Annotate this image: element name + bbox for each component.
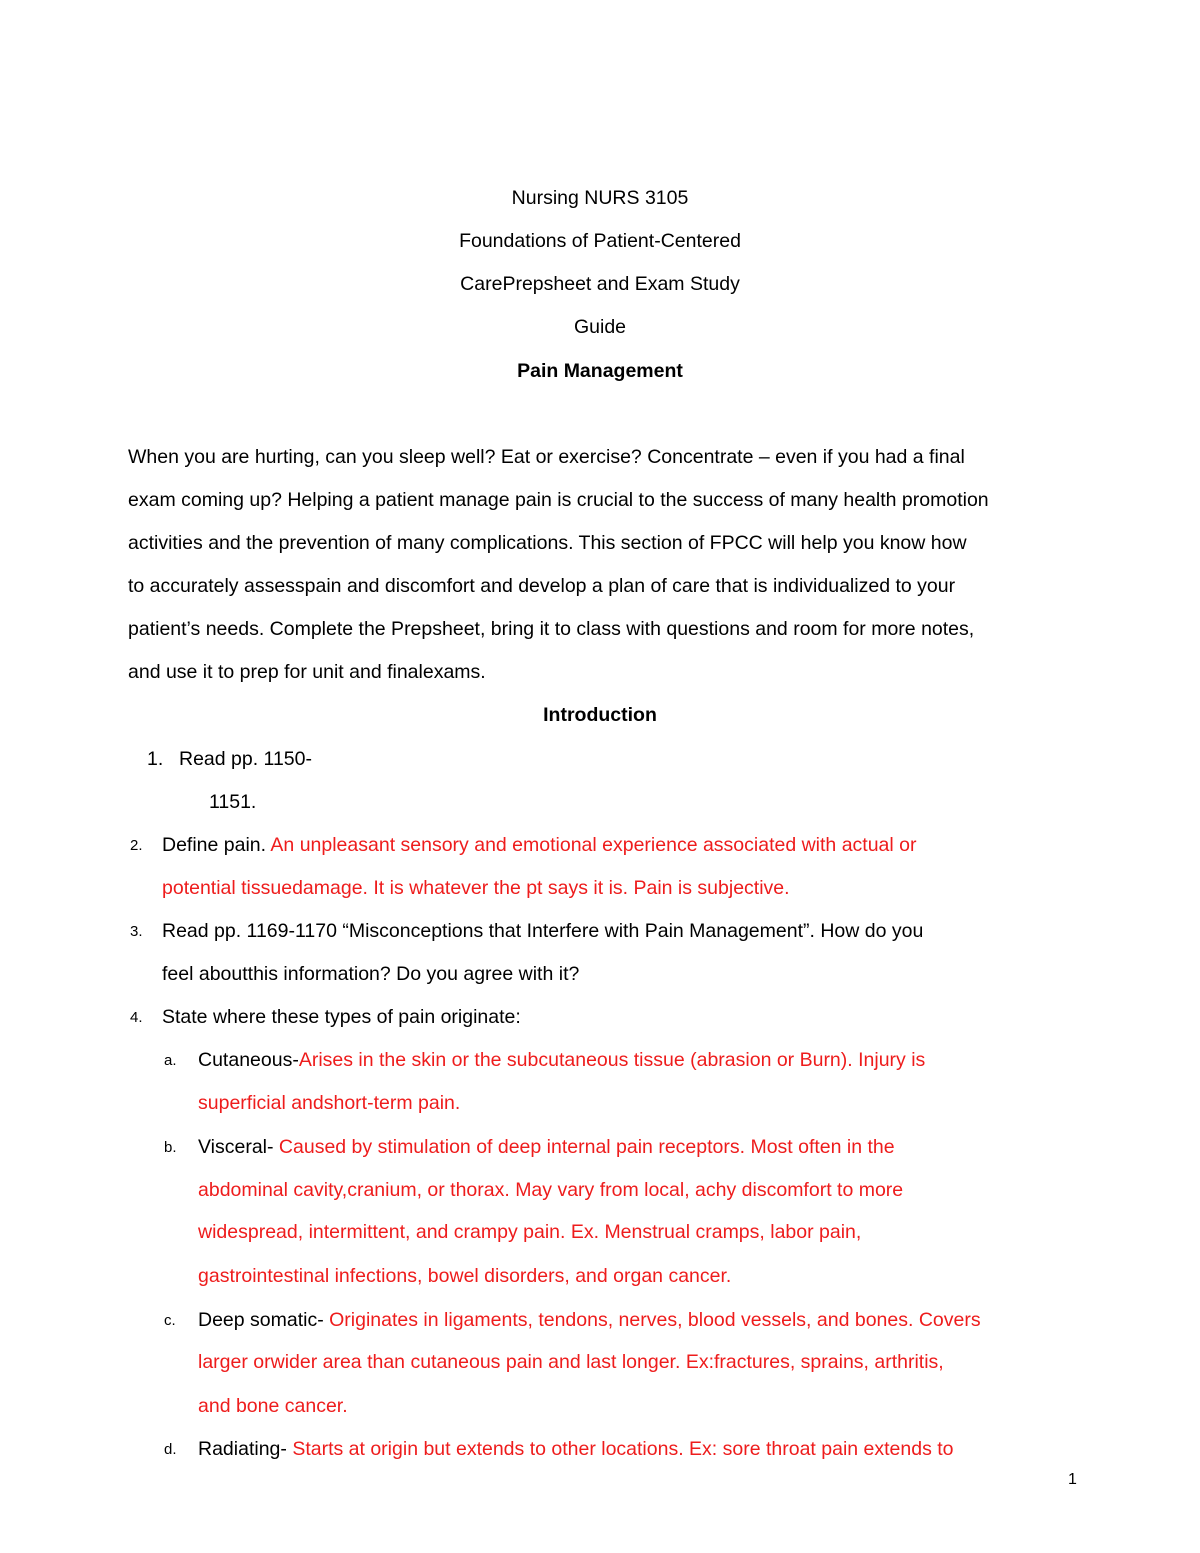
intro-line: activities and the prevention of many complications. This section of FPCC will help you know how xyxy=(128,532,967,554)
list-marker: 2. xyxy=(130,837,143,854)
item-answer: abdominal cavity,cranium, or thorax. May vary from local, achy discomfort to more xyxy=(198,1179,904,1201)
topic-heading: Pain Management xyxy=(517,360,683,382)
item-prompt: Visceral- xyxy=(198,1136,274,1158)
item-answer: An unpleasant sensory and emotional experience associated with actual or xyxy=(270,834,917,856)
item-prompt: Define pain. xyxy=(162,834,271,856)
item-line xyxy=(198,1134,895,1160)
item-prompt: Deep somatic- xyxy=(198,1309,324,1331)
title-prepsheet: CarePrepsheet and Exam Study xyxy=(460,273,740,295)
item-answer: superficial andshort-term pain. xyxy=(198,1092,461,1114)
item-text: feel aboutthis information? Do you agree with it? xyxy=(162,963,580,985)
intro-line: When you are hurting, can you sleep well? Eat or exercise? Concentrate – even if you had a final xyxy=(128,446,965,468)
item-answer: and bone cancer. xyxy=(198,1395,348,1417)
title-foundations: Foundations of Patient-Centered xyxy=(459,230,741,252)
page-number: 1 xyxy=(1068,1471,1077,1488)
item-answer: Originates in ligaments, tendons, nerves, blood vessels, and bones. Covers xyxy=(329,1309,981,1331)
item-text: Read pp. 1150- xyxy=(179,748,312,770)
list-marker: d. xyxy=(164,1441,177,1458)
item-answer: Starts at origin but extends to other locations. Ex: sore throat pain extends to xyxy=(292,1438,954,1460)
intro-line: patient’s needs. Complete the Prepsheet, bring it to class with questions and room for more notes, xyxy=(128,618,975,640)
list-marker: b. xyxy=(164,1139,177,1156)
item-answer: larger orwider area than cutaneous pain and last longer. Ex:fractures, sprains, arthritis, xyxy=(198,1351,944,1373)
item-line xyxy=(198,1436,954,1462)
item-prompt: Cutaneous- xyxy=(198,1049,299,1071)
item-answer: widespread, intermittent, and crampy pain. Ex. Menstrual cramps, labor pain, xyxy=(198,1221,862,1243)
section-heading: Introduction xyxy=(543,704,657,726)
list-marker: 1. xyxy=(147,748,164,770)
item-text: 1151. xyxy=(209,791,257,813)
item-answer: gastrointestinal infections, bowel disorders, and organ cancer. xyxy=(198,1265,732,1287)
item-text: Read pp. 1169-1170 “Misconceptions that Interfere with Pain Management”. How do you xyxy=(162,920,924,942)
item-line xyxy=(198,1047,925,1073)
list-marker: 3. xyxy=(130,923,143,940)
item-answer: Arises in the skin or the subcutaneous tissue (abrasion or Burn). Injury is xyxy=(298,1049,926,1071)
intro-line: and use it to prep for unit and finalexams. xyxy=(128,661,486,683)
item-prompt: Radiating- xyxy=(198,1438,287,1460)
intro-line: to accurately assesspain and discomfort and develop a plan of care that is individualized to your xyxy=(128,575,956,597)
title-guide: Guide xyxy=(573,316,627,338)
list-marker: 4. xyxy=(130,1009,143,1026)
item-text: State where these types of pain originate: xyxy=(162,1006,521,1028)
item-line xyxy=(198,1307,981,1333)
intro-line: exam coming up? Helping a patient manage pain is crucial to the success of many health promotion xyxy=(128,489,989,511)
item-answer: Caused by stimulation of deep internal pain receptors. Most often in the xyxy=(278,1136,895,1158)
item-line xyxy=(162,832,916,858)
list-marker: a. xyxy=(164,1052,177,1069)
title-course: Nursing NURS 3105 xyxy=(511,187,689,209)
item-answer: potential tissuedamage. It is whatever the pt says it is. Pain is subjective. xyxy=(162,877,790,899)
list-marker: c. xyxy=(164,1312,176,1329)
